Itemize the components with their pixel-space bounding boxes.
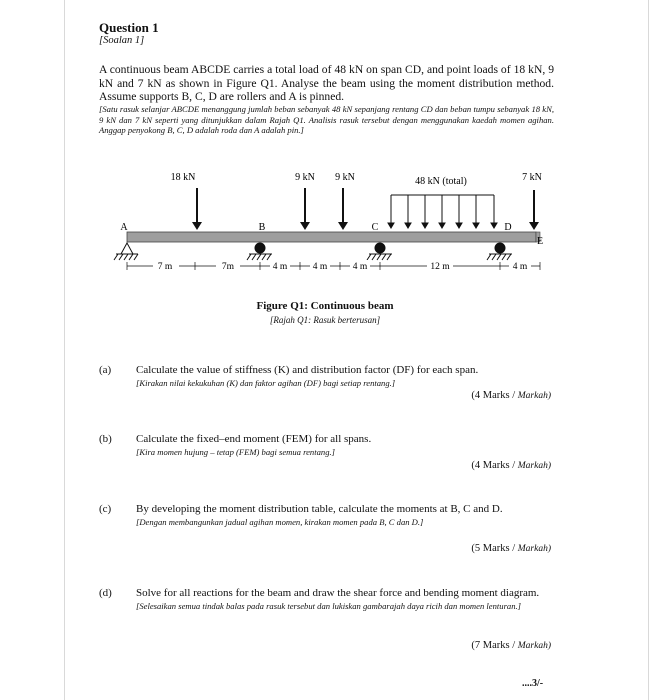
load-arrow-18kn bbox=[192, 188, 202, 230]
dim-label-bc-1: 4 m bbox=[272, 262, 288, 272]
part-a-label: (a) bbox=[99, 364, 112, 376]
support-a-pin bbox=[114, 243, 138, 260]
node-label-a: A bbox=[120, 222, 128, 233]
figure-caption: Figure Q1: Continuous beam bbox=[256, 300, 394, 312]
beam-figure bbox=[110, 168, 550, 283]
support-b-roller bbox=[247, 243, 272, 260]
question-intro: A continuous beam ABCDE carries a total load of 48 kN on span CD, and point loads of 18 kN, 9 kN and 7 kN as shown in Figure Q1. Analyse the beam using the moment distribution method. Assume supports B, C, D are rollers and A is pinned. bbox=[99, 63, 554, 104]
part-a-marks: (4 Marks / Markah) bbox=[471, 390, 551, 401]
part-c-marks: (5 Marks / Markah) bbox=[471, 543, 551, 554]
dim-label-ab-2: 7m bbox=[221, 262, 235, 272]
dim-label-cd: 12 m bbox=[430, 262, 450, 272]
part-a-text: Calculate the value of stiffness (K) and distribution factor (DF) for each span. bbox=[136, 364, 479, 376]
part-d-text-malay: [Selesaikan semua tindak balas pada rasuk tersebut dan lukiskan gambarajah daya ricih dan momen lenturan.] bbox=[136, 601, 522, 612]
load-label-9kn-2: 9 kN bbox=[335, 172, 355, 183]
part-d-text: Solve for all reactions for the beam and draw the shear force and bending moment diagram. bbox=[136, 587, 540, 599]
dimension-line bbox=[127, 262, 540, 270]
load-label-udl: 48 kN (total) bbox=[415, 176, 467, 187]
load-label-7kn: 7 kN bbox=[522, 172, 542, 183]
part-b-text: Calculate the fixed–end moment (FEM) for all spans. bbox=[136, 433, 372, 445]
node-label-d: D bbox=[504, 222, 512, 233]
node-label-c: C bbox=[371, 222, 379, 233]
part-d-label: (d) bbox=[99, 587, 112, 599]
question-title: Question 1 bbox=[99, 20, 159, 35]
page-continuation: ....3/- bbox=[522, 678, 544, 689]
part-c-label: (c) bbox=[99, 503, 112, 515]
question-intro-malay: [Satu rasuk selanjar ABCDE menanggung jumlah beban sebanyak 48 kN sepanjang rentang CD dan beban tumpu sebanyak 18 kN, 9 kN dan 7 kN seperti yang ditunjukkan dalam Rajah Q1. Analisis rasuk tersebut dengan menggunakan kaedah momen agihan. Anggap penyokong B, C, D adalah roda dan A adalah pin.] bbox=[99, 104, 554, 136]
part-c-text: By developing the moment distribution table, calculate the moments at B, C and D. bbox=[136, 503, 503, 515]
load-label-9kn-1: 9 kN bbox=[295, 172, 315, 183]
dim-label-bc-3: 4 m bbox=[352, 262, 368, 272]
dim-label-bc-2: 4 m bbox=[312, 262, 328, 272]
figure-caption-malay: [Rajah Q1: Rasuk berterusan] bbox=[269, 315, 381, 325]
node-label-e: E bbox=[536, 236, 544, 247]
node-label-b: B bbox=[258, 222, 266, 233]
part-b-text-malay: [Kira momen hujung – tetap (FEM) bagi semua rentang.] bbox=[136, 447, 335, 458]
dim-label-ab-1: 7 m bbox=[157, 262, 173, 272]
load-arrow-7kn bbox=[529, 190, 539, 230]
load-label-18kn: 18 kN bbox=[170, 172, 196, 183]
support-d-roller bbox=[487, 243, 512, 260]
question-subtitle: [Soalan 1] bbox=[99, 35, 145, 46]
dim-label-de: 4 m bbox=[512, 262, 528, 272]
part-c-text-malay: [Dengan membangunkan jadual agihan momen, kirakan momen pada B, C dan D.] bbox=[136, 517, 424, 528]
part-d-marks: (7 Marks / Markah) bbox=[471, 640, 551, 651]
part-a-text-malay: [Kirakan nilai kekukuhan (K) dan faktor agihan (DF) bagi setiap rentang.] bbox=[136, 378, 396, 389]
beam bbox=[127, 232, 536, 242]
support-c-roller bbox=[367, 243, 392, 260]
udl-load bbox=[388, 195, 497, 228]
part-b-label: (b) bbox=[99, 433, 112, 445]
load-arrow-9kn-1 bbox=[300, 188, 310, 230]
part-b-marks: (4 Marks / Markah) bbox=[471, 460, 551, 471]
load-arrow-9kn-2 bbox=[338, 188, 348, 230]
